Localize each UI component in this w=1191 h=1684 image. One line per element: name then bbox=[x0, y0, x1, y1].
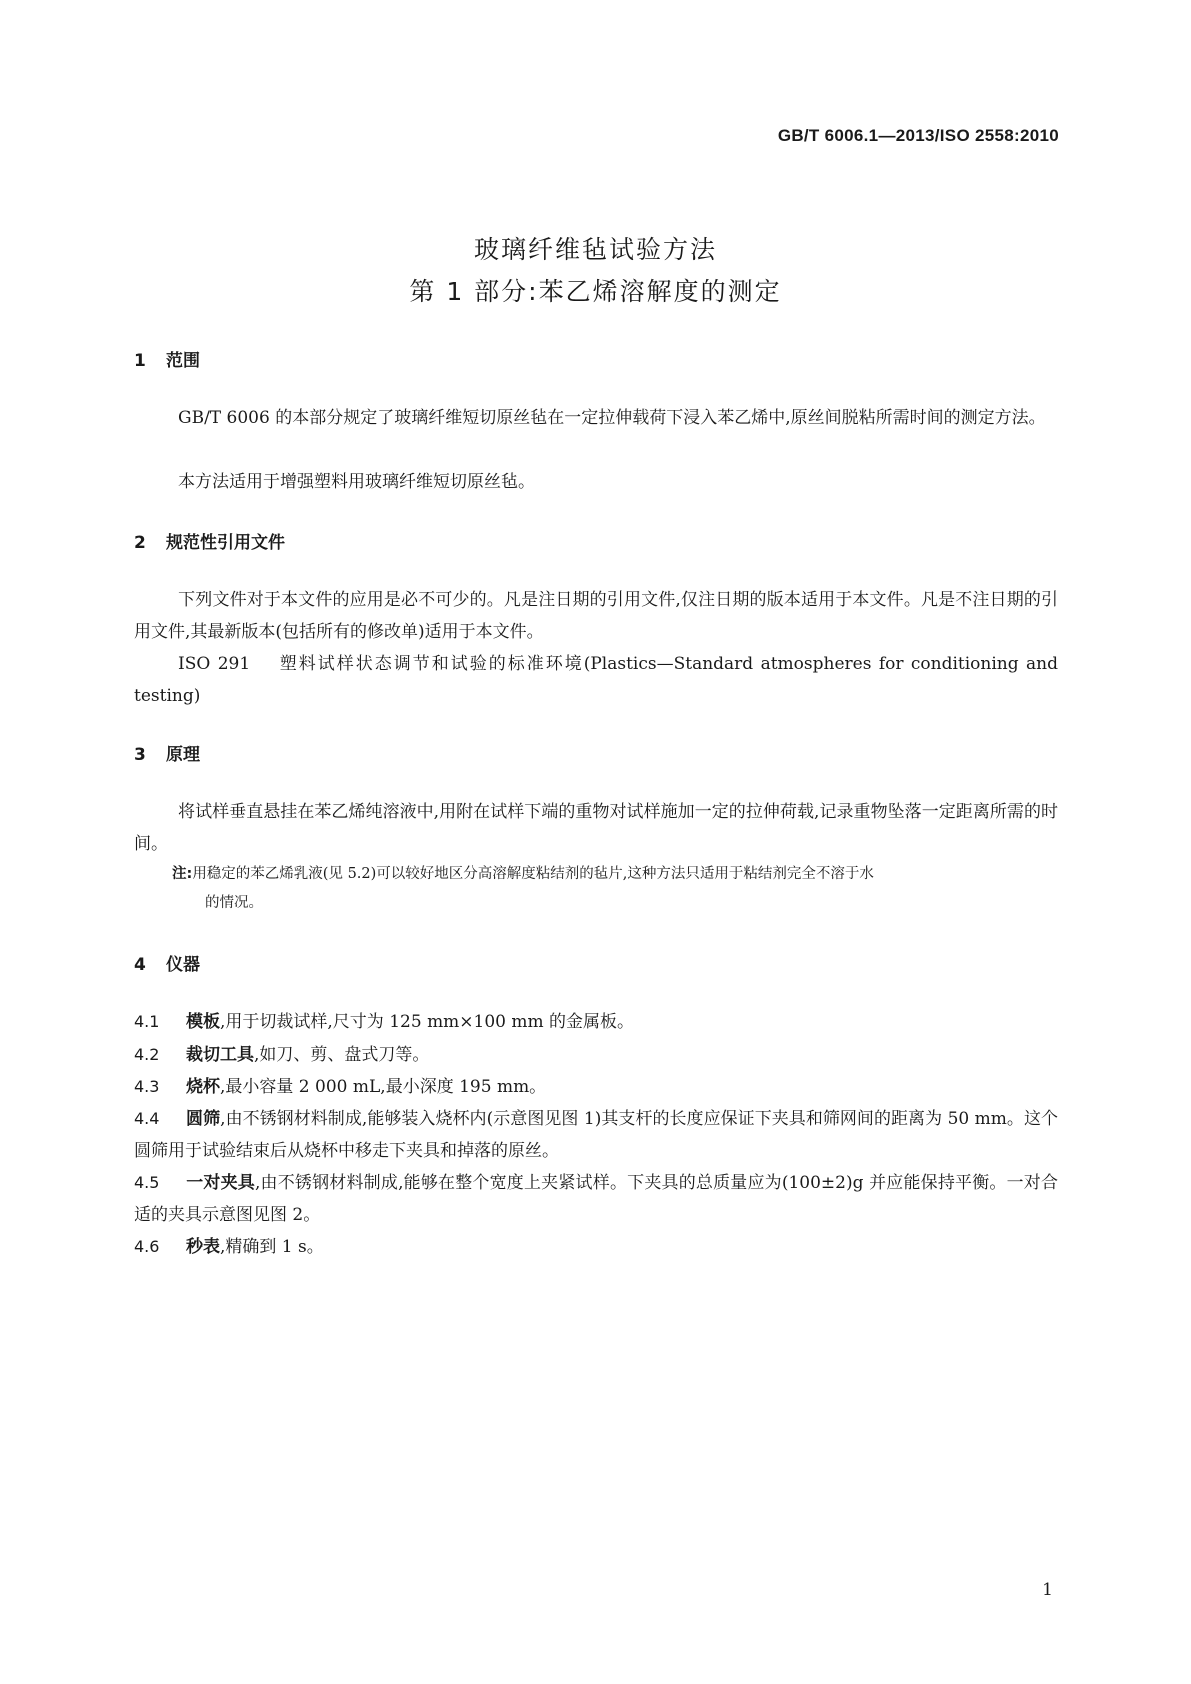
section-number: 2 bbox=[134, 533, 146, 553]
section-title: 原理 bbox=[166, 745, 200, 765]
item-term: 秒表 bbox=[186, 1237, 220, 1257]
paragraph-text: 本方法适用于增强塑料用玻璃纤维短切原丝毡。 bbox=[178, 472, 535, 492]
item-text: ,最小容量 2 000 mL,最小深度 195 mm。 bbox=[220, 1077, 547, 1097]
reference-code: ISO 291 bbox=[178, 654, 251, 674]
item-number: 4.3 bbox=[134, 1077, 160, 1096]
normative-reference bbox=[134, 648, 1058, 712]
note-text-line1: 用稳定的苯乙烯乳液(见 5.2)可以较好地区分高溶解度粘结剂的毡片,这种方法只适用于粘结剂完全不溶于水 bbox=[192, 866, 874, 882]
reference-title: 塑料试样状态调节和试验的标准环境(Plastics—Standard atmospheres for conditioning and testing) bbox=[134, 654, 1058, 706]
section-2-paragraph-1 bbox=[134, 584, 1058, 648]
paragraph-text: GB/T 6006 的本部分规定了玻璃纤维短切原丝毡在一定拉伸载荷下浸入苯乙烯中,原丝间脱粘所需时间的测定方法。 bbox=[178, 408, 1046, 428]
page-number: 1 bbox=[1042, 1580, 1053, 1600]
section-2-heading bbox=[134, 528, 285, 553]
section-1-paragraph-2 bbox=[134, 466, 1058, 498]
section-number: 4 bbox=[134, 955, 146, 975]
item-number: 4.2 bbox=[134, 1045, 160, 1064]
apparatus-item bbox=[134, 1039, 1058, 1071]
item-number: 4.6 bbox=[134, 1237, 160, 1256]
section-4-heading bbox=[134, 950, 200, 975]
apparatus-item bbox=[134, 1006, 1058, 1038]
section-1-paragraph-1 bbox=[134, 402, 1058, 434]
item-text: ,精确到 1 s。 bbox=[220, 1237, 324, 1257]
standard-code: GB/T 6006.1—2013/ISO 2558:2010 bbox=[777, 126, 1059, 145]
document-title-line1: 玻璃纤维毡试验方法 bbox=[473, 235, 717, 264]
apparatus-item bbox=[134, 1167, 1058, 1231]
item-term: 模板 bbox=[186, 1012, 220, 1032]
apparatus-item bbox=[134, 1103, 1058, 1167]
section-number: 1 bbox=[134, 351, 146, 371]
paragraph-text: 下列文件对于本文件的应用是必不可少的。凡是注日期的引用文件,仅注日期的版本适用于本文件。凡是不注日期的引用文件,其最新版本(包括所有的修改单)适用于本文件。 bbox=[134, 590, 1058, 642]
section-title: 范围 bbox=[166, 351, 200, 371]
section-title: 规范性引用文件 bbox=[166, 533, 285, 553]
section-title: 仪器 bbox=[166, 955, 200, 975]
item-number: 4.5 bbox=[134, 1173, 160, 1192]
item-text: ,用于切裁试样,尺寸为 125 mm×100 mm 的金属板。 bbox=[220, 1012, 635, 1032]
note-label: 注: bbox=[172, 866, 193, 882]
note bbox=[172, 860, 1058, 918]
item-term: 一对夹具 bbox=[186, 1173, 255, 1193]
item-number: 4.4 bbox=[134, 1109, 160, 1128]
paragraph-text: 将试样垂直悬挂在苯乙烯纯溶液中,用附在试样下端的重物对试样施加一定的拉伸荷载,记录重物坠落一定距离所需的时间。 bbox=[134, 802, 1058, 854]
item-text: ,由不锈钢材料制成,能够装入烧杯内(示意图见图 1)其支杆的长度应保证下夹具和筛网间的距离为 50 mm。这个圆筛用于试验结束后从烧杯中移走下夹具和掉落的原丝。 bbox=[134, 1109, 1058, 1161]
item-term: 裁切工具 bbox=[186, 1045, 254, 1065]
item-number: 4.1 bbox=[134, 1012, 160, 1031]
section-3-heading bbox=[134, 740, 200, 765]
note-text-line2: 的情况。 bbox=[205, 895, 263, 911]
section-1-heading bbox=[134, 346, 200, 371]
section-3-paragraph-1 bbox=[134, 796, 1058, 860]
item-text: ,如刀、剪、盘式刀等。 bbox=[254, 1045, 430, 1065]
document-title-line2: 第 1 部分:苯乙烯溶解度的测定 bbox=[409, 277, 782, 306]
item-text: ,由不锈钢材料制成,能够在整个宽度上夹紧试样。下夹具的总质量应为(100±2)g 并应能保持平衡。一对合适的夹具示意图见图 2。 bbox=[134, 1173, 1058, 1225]
apparatus-item bbox=[134, 1071, 1058, 1103]
item-term: 圆筛 bbox=[186, 1109, 221, 1129]
section-number: 3 bbox=[134, 745, 146, 765]
apparatus-item bbox=[134, 1231, 1058, 1263]
item-term: 烧杯 bbox=[186, 1077, 220, 1097]
